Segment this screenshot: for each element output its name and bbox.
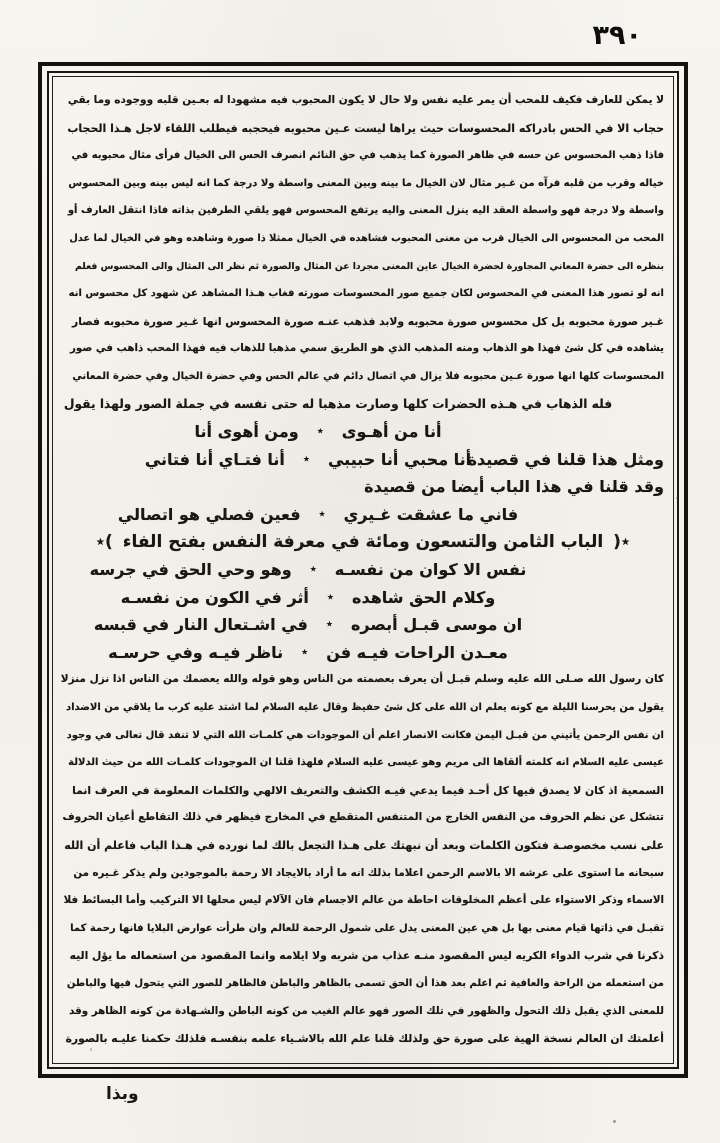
hemistich-left: أثر في الكون من نفسـه [120,587,309,607]
chapter-heading [62,529,664,557]
text-line: كان رسول الله صـلى الله عليه وسلم قبـل أن يعرف بعصمته من الناس وهو قوله والله يعصمك من الناس اذا نزل منزلا [60,673,664,686]
marginal-annotation: ومثل هذا قلنا في قصيدة [467,449,664,469]
hemistich-right: ان موسى قبـل أبصره [350,615,523,635]
hemistich-right: نفس الا كوان من نفسـه [334,560,527,580]
text-line: الاسماء وذكر الاستواء على أعظم المخلوقات احاطة من عالم الاجسام فان الآلام ليس محلها الا التركيب وأما البسائط فلا [63,894,664,907]
verse-line [62,501,664,529]
text-line: على نسب مخصوصـة فتكون الكلمات وبعد أن نبهتك على هـذا التجعل بالك لما نورده في هـذا الباب فاعلم أن الله [64,839,664,853]
text-line: تتشكل عن نظم الحروف من النفس الخارج من المتنفس المتقطع في المخارج فيظهر في ذلك التقاطع أعيان الحروف [62,811,664,824]
hemistich-right: وكلام الحق شاهده [352,587,496,607]
text-line: أعلمتك ان العالم نسخة الهية على صورة حق ولذلك قلنا علم الله بالاشـياء علمه بنفسـه فلذلك حكمنا عليـه بالصورة [65,1032,664,1046]
verse-separator-ornament-icon: ٭ [316,424,324,440]
verse-line [62,556,664,584]
hemistich-right: أنا محبي أنا حبيبي [327,449,472,469]
hemistich-left: في اشـتعال النار في قبسه [93,615,308,635]
hemistich-left: ومن أهوى أنا [194,422,299,442]
text-line: يشاهده في كل شئ فهذا هو الذهاب ومنه المذهب الذي هو الطريق سمي مذهبا للذهاب فيه فهذا المحب ذاهب في صور [70,342,664,355]
scan-speck [676,497,678,499]
hemistich-right: فاني ما عشقت غـيري [343,504,519,524]
transition-text: فله الذهاب في هـذه الحضرات كلها وصارت مذهبا له حتى نفسه في جملة الصور ولهذا يقول [63,396,613,411]
text-line: ذكرنا في شرب الدواء الكريه ليس المقصود منـه عذاب من شربه ولا ايلامه وانما المقصود من استعماله ما يؤل اليه [69,949,664,963]
page-border-frame [38,62,688,1078]
heading-ornament-right-icon: ٭( [613,531,631,552]
verse-line [62,418,664,446]
hemistich-left: ناظر فيـه وفي حرسـه [108,642,284,662]
verse-separator-ornament-icon: ٭ [326,589,334,605]
text-line: المحب من المحسوس الى الخيال قرب من معنى المحبوب فشاهده في الخيال ممثلا ذا صورة وشاهده وهو في الخيال لما عدل [69,232,664,244]
text-line: انه لو تصور هذا المعنى في المحسوس لكان جميع صور المحسوسات صورته فغاب هـذا المشاهد عن شهود كل محسوس انه [68,288,664,300]
text-line: للمعنى الذي يقبل ذلك التحول والظهور في تلك الصور فهو عالم الغيب من كونه الباطن والشـهادة من كونه الظاهر وقد [69,1004,664,1017]
marginal-annotation: وقد قلنا في هذا الباب أيضا من قصيدة [364,477,664,497]
text-line: خياله وقرب من قلبه فرآه من غـير مثال لان الخيال ما بينه وبين المعنى واسطة ولا درجة كما انه ليس بينه وبين المحسوس [68,177,664,189]
verse-line [62,611,664,639]
verse-separator-ornament-icon: ٭ [325,617,333,633]
hemistich-right: أنا من أهـوى [341,422,442,442]
page-border-frame-middle-rule [47,71,679,1069]
text-line: تقبـل في ذاتها قيام معنى بها بل هي عين المعنى يدل على شمول الرحمة للعالم وان طرأت عوارض البلايا فانها رحمة كما [70,922,664,934]
verse-line-with-annotation [62,446,664,474]
verse-separator-ornament-icon: ٭ [309,562,317,578]
text-line-transition [62,391,664,419]
text-line: بنظره الى حضرة المعاني المجاورة لحضرة الخيال عاين المعنى مجردا عن المثال والصورة ثم نظر الى المثال والى المحسوس فعلم [75,260,664,272]
verse-separator-ornament-icon: ٭ [301,644,309,660]
verse-line [62,639,664,667]
page-text-area [52,76,674,1064]
scan-speck [90,1048,92,1051]
text-line: غـير صورة محبوبه بل كل محسوس صورة محبوبه ولابد فذهب عنـه صورة المحسوس انها غـير صورة محبوبه فصار [72,314,664,328]
text-line: يقول من يحرسنا الليلة مع كونه يعلم ان الله على كل شئ حفيظ وقال عليه السلام لما اشتد عليه كرب ما يلاقي من الاضداد [65,702,664,714]
text-line: السمعية اذ كان لا يصدق فيها كل أحـد فيما يدعي فيـه الكشف والتعريف الالهي والكلمات المعلومة في العرف انما [72,783,664,797]
catchword: وبذا [106,1084,139,1104]
hemistich-left: وهو وحي الحق في جرسه [89,560,292,580]
text-line: لا يمكن للعارف فكيف للمحب أن يمر عليه نفس ولا حال لا يكون المحبوب فيه مشهودا له بعـين قلبه ووجوده وما بقي [67,94,664,106]
text-line: عيسى عليه السلام انه كلمته ألقاها الى مريم وهو عيسى عليه السلام فلهذا قلنا ان الموجودات كلمـات الله من حيث الدلالة [68,757,664,769]
text-line: المحسوسات كلها انها صورة عـين محبوبه فلا يزال في اتصال دائم في عالم الحس وفي حضرة الخيال وفي حضرة المعاني [72,370,664,382]
text-line: فاذا ذهب المحسوس عن حسه في ظاهر الصورة كما يذهب في حق النائم انصرف الحس الى الخيال فرأى مثال محبوبه في [71,150,664,162]
hemistich-right: معـدن الراحات فيـه فن [326,642,508,662]
folio-page-number: ٣٩٠ [592,20,642,51]
chapter-heading-text: الباب الثامن والتسعون ومائة في معرفة النفس بفتح الفاء [122,531,604,552]
hemistich-left: أنا فتـاي أنا فتاني [144,449,285,469]
text-line: ان نفس الرحمن يأتيني من قبـل اليمن فكانت الانصار اعلم أن الموجودات هي كلمـات الله التي لا تنفد قال تعالى في وجود [66,729,664,741]
verse-line [62,584,664,612]
text-line: واسطة ولا درجة فهو واسطة العقد اليه ينزل المعنى واليه يرتفع المحسوس فهو يلقي الطرفين بذاته فاذا انتقل العارف أو [67,205,664,217]
hemistich-left: فعين فصلي هو اتصالي [117,504,301,524]
scan-speck [613,1120,616,1123]
text-line: سبحانه ما استوى على عرشه الا بالاسم الرحمن اعلاما بذلك انه ما أراد بالايجاد الا رحمة بالموجودين ولم يذكر غـيره من [73,866,664,879]
heading-ornament-left-icon: )٭ [95,531,113,552]
text-line: من استعمله من الراحة والعافية ثم اعلم بعد هذا أن الحق تسمى بالظاهر والباطن فالظاهر للصور التي يتحول فيها والباطن [66,978,664,989]
text-line: حجاب الا في الحس بادراكه المحسوسات حيث يراها ليست عـين محبوبه فيحجبه فيطلب اللقاء لاجل هـذا الحجاب [67,121,664,135]
verse-separator-ornament-icon: ٭ [302,451,310,467]
verse-separator-ornament-icon: ٭ [318,506,326,522]
